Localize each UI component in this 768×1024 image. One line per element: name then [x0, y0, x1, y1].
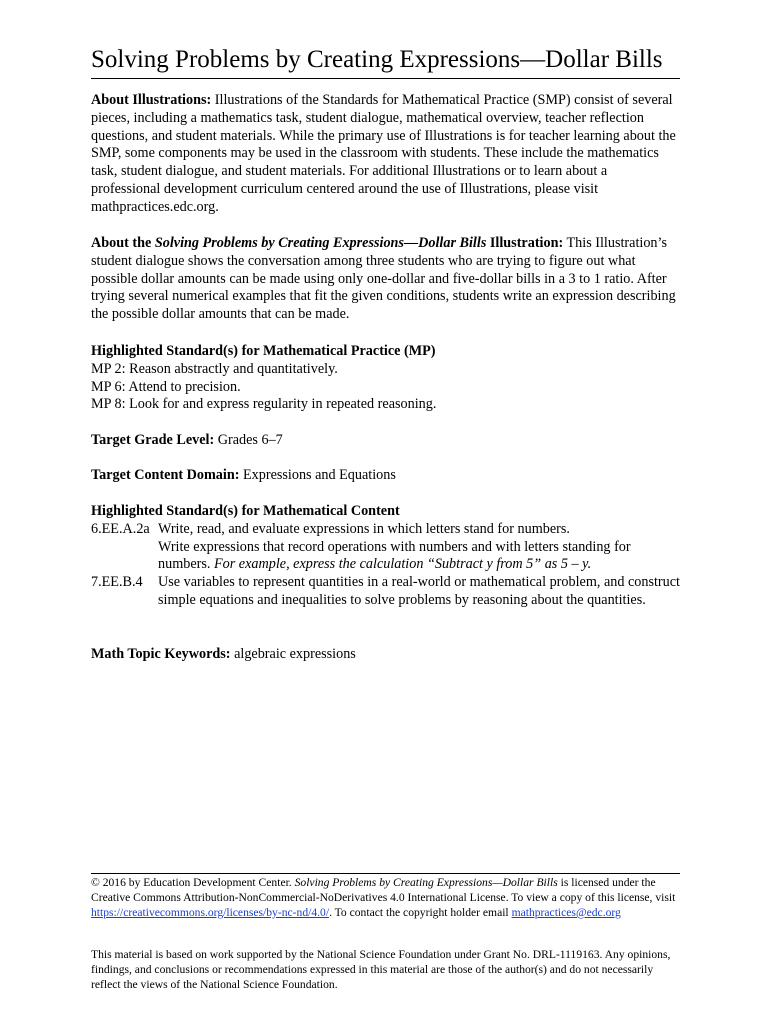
practice-standards-section — [91, 343, 680, 414]
email-link[interactable]: mathpractices@edc.org — [511, 906, 621, 919]
standard-example: For example, express the calculation “Subtract y from 5” as 5 – y. — [213, 556, 592, 573]
about-this-illustration-paragraph — [91, 235, 680, 324]
copyright-prefix: © 2016 by Education Development Center. — [91, 876, 295, 889]
standard-text: Write, read, and evaluate expressions in which letters stand for numbers. — [158, 520, 570, 537]
content-heading: Highlighted Standard(s) for Mathematical Content — [91, 503, 400, 519]
about-this-label-suffix: Illustration: — [486, 235, 564, 251]
about-this-label-title: Solving Problems by Creating Expressions—Dollar Bills — [154, 235, 487, 251]
content-standards-section — [91, 503, 680, 610]
grade-level — [91, 432, 680, 450]
keywords-label: Math Topic Keywords: — [91, 646, 231, 662]
grade-value: Grades 6–7 — [214, 432, 283, 448]
copyright-notice — [91, 875, 680, 920]
about-this-label-prefix: About the — [91, 235, 155, 251]
about-illustrations-paragraph — [91, 92, 680, 217]
practice-item: MP 2: Reason abstractly and quantitatively. — [91, 360, 338, 377]
keywords-value: algebraic expressions — [230, 646, 356, 662]
nsf-disclaimer: This material is based on work supported by the National Science Foundation under Grant No. DRL-1119163. Any opinions, findings, and conclusions or recommendations expressed in this material are those of the author(s) and do not necessarily reflect the views of the National Science Foundation. — [91, 948, 671, 991]
standard-code: 6.EE.A.2a — [91, 520, 150, 537]
license-link[interactable]: https://creativecommons.org/licenses/by-nc-nd/4.0/ — [91, 906, 330, 919]
contact-text: . To contact the copyright holder email — [329, 906, 512, 919]
standard-text: Use variables to represent quantities in a real-world or mathematical problem, and construct simple equations and inequalities to solve problems by reasoning about the quantities. — [158, 574, 680, 608]
domain-label: Target Content Domain: — [91, 467, 240, 483]
about-illustrations-text: Illustrations of the Standards for Mathematical Practice (SMP) consist of several pieces, including a mathematics task, student dialogue, mathematical overview, teacher reflection questions, and student materials. While the primary use of Illustrations is for teacher learning about the SMP, some components may be used in the classroom with students. These include the mathematics task, student dialogue, and student materials. For additional Illustrations or to learn about a professional development curriculum centered around the use of Illustrations, please visit mathpractices.edc.org. — [91, 92, 676, 215]
content-standard — [91, 574, 680, 610]
footer-divider — [91, 873, 680, 874]
page-title: Solving Problems by Creating Expressions—Dollar Bills — [91, 44, 680, 79]
about-this-text: This Illustration’s student dialogue shows the conversation among three students who are trying to figure out what possible dollar amounts can be made using only one-dollar and five-dollar bills in a 3 to 1 ratio. After trying several numerical examples that fit the given conditions, students write an expression describing the possible dollar amounts that can be made. — [91, 235, 676, 323]
copyright-text: is licensed under the Creative Commons Attribution-NonCommercial-NoDerivatives 4.0 International License. To view a copy of this license, visit — [91, 876, 676, 904]
grade-label: Target Grade Level: — [91, 432, 215, 448]
about-illustrations-label: About Illustrations: — [91, 92, 212, 108]
practice-heading: Highlighted Standard(s) for Mathematical Practice (MP) — [91, 343, 436, 359]
content-standard — [91, 521, 680, 574]
practice-item: MP 6: Attend to precision. — [91, 378, 241, 395]
content-domain — [91, 467, 680, 485]
copyright-title: Solving Problems by Creating Expressions—Dollar Bills — [294, 876, 558, 889]
standard-code: 7.EE.B.4 — [91, 574, 143, 591]
standard-text: Write expressions that record operations with numbers and with letters standing for numbers. — [158, 538, 631, 573]
math-topic-keywords — [91, 646, 680, 664]
practice-item: MP 8: Look for and express regularity in repeated reasoning. — [91, 396, 437, 413]
domain-value: Expressions and Equations — [239, 467, 396, 483]
